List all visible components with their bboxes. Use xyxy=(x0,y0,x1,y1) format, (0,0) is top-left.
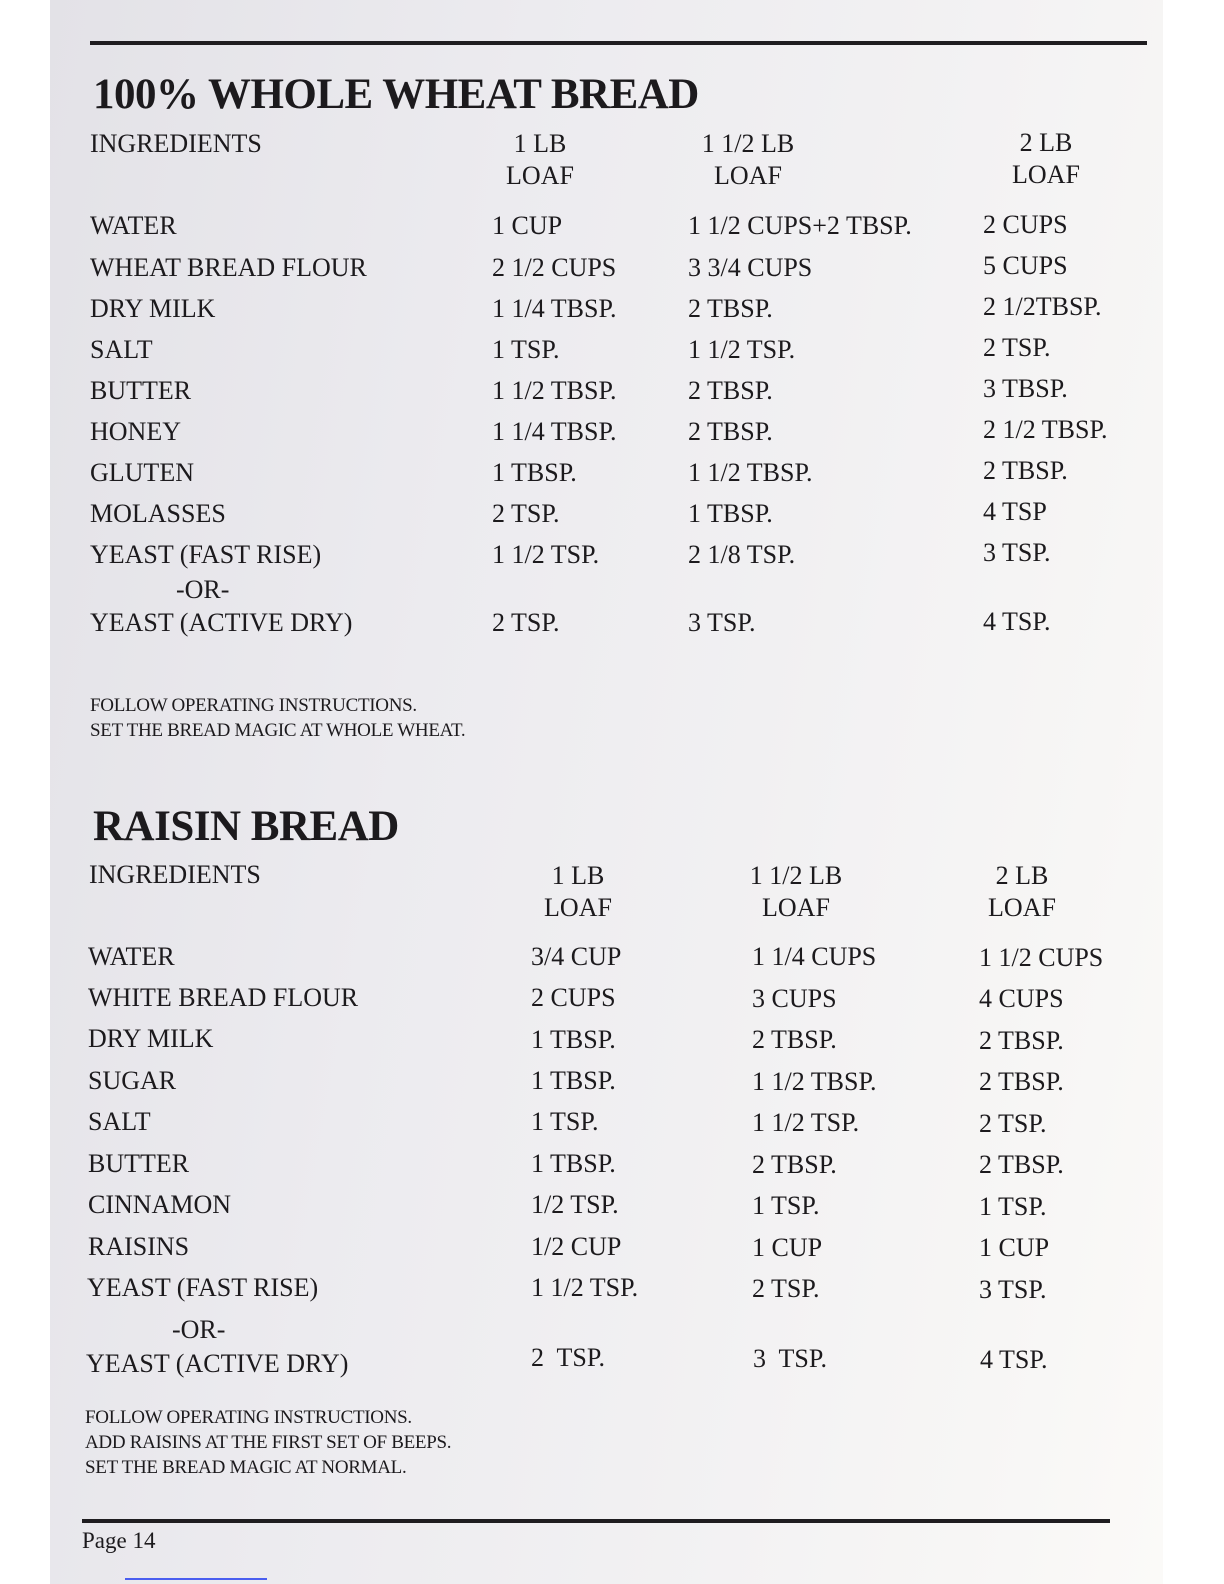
amount-2lb: 1 CUP xyxy=(979,1233,1050,1262)
amount-1lb: 1 1/4 TBSP. xyxy=(492,294,617,323)
amount-1-5lb: 3 TSP. xyxy=(688,608,756,637)
amount-1-5lb: 1 TSP. xyxy=(752,1191,820,1220)
amount-1-5lb: 3 TSP. xyxy=(753,1344,827,1373)
amount-2lb: 1 1/2 CUPS xyxy=(979,943,1104,972)
column-header-line1: 1 LB xyxy=(513,129,567,158)
amount-1lb: 2 CUPS xyxy=(531,983,616,1012)
top-rule xyxy=(90,41,1147,45)
amount-1lb: 2 1/2 CUPS xyxy=(492,253,617,282)
ingredients-header: INGREDIENTS xyxy=(90,129,262,158)
column-header-2lb xyxy=(972,860,1072,924)
column-header-2lb xyxy=(996,127,1096,191)
column-header-line1: 1 1/2 LB xyxy=(701,129,795,158)
recipe-title: RAISIN BREAD xyxy=(93,803,399,850)
ingredient-name: DRY MILK xyxy=(88,1024,214,1053)
amount-1lb: 1 1/2 TSP. xyxy=(492,540,600,569)
page-number: Page 14 xyxy=(82,1528,156,1553)
amount-2lb: 1 TSP. xyxy=(979,1192,1047,1221)
amount-1lb: 2 TSP. xyxy=(531,1343,605,1372)
ingredient-name: BUTTER xyxy=(88,1149,190,1178)
note-line: FOLLOW OPERATING INSTRUCTIONS. xyxy=(90,695,417,716)
column-header-line1: 2 LB xyxy=(1019,128,1073,157)
column-header-line1: 1 LB xyxy=(551,861,605,890)
ingredient-name: YEAST (ACTIVE DRY) xyxy=(86,1349,349,1378)
amount-1lb: 1/2 TSP. xyxy=(531,1190,619,1219)
instructions-note xyxy=(85,1405,451,1480)
amount-1-5lb: 2 1/8 TSP. xyxy=(688,540,796,569)
amount-1-5lb: 1 1/2 CUPS+2 TBSP. xyxy=(688,211,912,240)
ingredient-name: HONEY xyxy=(90,417,181,446)
column-header-1-5lb xyxy=(688,128,808,192)
ingredient-name: WATER xyxy=(88,942,175,971)
amount-1lb: 1 1/2 TBSP. xyxy=(492,376,617,405)
recipe-title: 100% WHOLE WHEAT BREAD xyxy=(93,71,699,118)
amount-1-5lb: 3 CUPS xyxy=(752,984,837,1013)
ingredient-name: SALT xyxy=(88,1107,151,1136)
or-separator: -OR- xyxy=(172,1315,226,1344)
instructions-note xyxy=(90,693,465,743)
amount-1-5lb: 1 1/4 CUPS xyxy=(752,942,877,971)
amount-2lb: 2 TBSP. xyxy=(983,456,1068,485)
ingredient-name: GLUTEN xyxy=(90,458,194,487)
amount-1lb: 1 TBSP. xyxy=(492,458,577,487)
amount-1lb: 1 TSP. xyxy=(531,1107,599,1136)
amount-2lb: 2 TBSP. xyxy=(979,1026,1064,1055)
amount-2lb: 3 TSP. xyxy=(979,1275,1047,1304)
ingredient-name: DRY MILK xyxy=(90,294,216,323)
amount-1-5lb: 2 TBSP. xyxy=(688,376,773,405)
amount-2lb: 3 TBSP. xyxy=(983,374,1068,403)
amount-1-5lb: 1 1/2 TBSP. xyxy=(752,1067,877,1096)
link-underline xyxy=(125,1578,267,1580)
amount-2lb: 5 CUPS xyxy=(983,251,1068,280)
amount-1-5lb: 1 CUP xyxy=(752,1233,823,1262)
amount-1lb: 1 1/4 TBSP. xyxy=(492,417,617,446)
column-header-line2: LOAF xyxy=(762,893,830,922)
amount-1-5lb: 1 1/2 TSP. xyxy=(688,335,796,364)
ingredient-name: BUTTER xyxy=(90,376,192,405)
column-header-1lb xyxy=(528,860,628,924)
column-header-line2: LOAF xyxy=(988,893,1056,922)
ingredient-name: SUGAR xyxy=(88,1066,177,1095)
ingredient-name: RAISINS xyxy=(88,1232,190,1261)
ingredient-name: YEAST (FAST RISE) xyxy=(87,1273,319,1302)
amount-1lb: 1 TBSP. xyxy=(531,1149,616,1178)
column-header-line2: LOAF xyxy=(506,161,574,190)
note-line: SET THE BREAD MAGIC AT NORMAL. xyxy=(85,1457,407,1478)
amount-2lb: 2 TBSP. xyxy=(979,1150,1064,1179)
amount-1lb: 1 CUP xyxy=(492,211,563,240)
amount-1lb: 3/4 CUP xyxy=(531,942,622,971)
amount-1-5lb: 2 TSP. xyxy=(752,1274,820,1303)
amount-1-5lb: 1 TBSP. xyxy=(688,499,773,528)
amount-1-5lb: 1 1/2 TBSP. xyxy=(688,458,813,487)
amount-1-5lb: 1 1/2 TSP. xyxy=(752,1108,860,1137)
ingredient-name: YEAST (FAST RISE) xyxy=(90,540,322,569)
amount-1-5lb: 2 TBSP. xyxy=(688,294,773,323)
amount-1lb: 1 TBSP. xyxy=(531,1066,616,1095)
column-header-line2: LOAF xyxy=(714,161,782,190)
amount-1lb: 1 TSP. xyxy=(492,335,560,364)
column-header-line1: 2 LB xyxy=(995,861,1049,890)
amount-2lb: 2 TBSP. xyxy=(979,1067,1064,1096)
column-header-line1: 1 1/2 LB xyxy=(749,861,843,890)
ingredient-name: SALT xyxy=(90,335,153,364)
amount-1lb: 2 TSP. xyxy=(492,608,560,637)
amount-2lb: 3 TSP. xyxy=(983,538,1051,567)
note-line: ADD RAISINS AT THE FIRST SET OF BEEPS. xyxy=(85,1432,452,1453)
ingredient-name: CINNAMON xyxy=(88,1190,231,1219)
amount-2lb: 4 TSP xyxy=(983,497,1047,526)
bottom-rule xyxy=(82,1519,1110,1523)
ingredients-header: INGREDIENTS xyxy=(89,860,261,889)
amount-2lb: 2 CUPS xyxy=(983,210,1068,239)
note-line: FOLLOW OPERATING INSTRUCTIONS. xyxy=(85,1407,412,1428)
amount-2lb: 4 TSP. xyxy=(980,1345,1048,1374)
amount-2lb: 4 CUPS xyxy=(979,984,1064,1013)
ingredient-name: YEAST (ACTIVE DRY) xyxy=(90,608,353,637)
amount-1lb: 2 TSP. xyxy=(492,499,560,528)
amount-2lb: 2 1/2 TBSP. xyxy=(983,415,1108,444)
amount-1-5lb: 3 3/4 CUPS xyxy=(688,253,813,282)
amount-1lb: 1 TBSP. xyxy=(531,1025,616,1054)
column-header-1-5lb xyxy=(736,860,856,924)
amount-1-5lb: 2 TBSP. xyxy=(752,1025,837,1054)
amount-2lb: 2 TSP. xyxy=(979,1109,1047,1138)
ingredient-name: WATER xyxy=(90,211,177,240)
column-header-line2: LOAF xyxy=(544,893,612,922)
amount-2lb: 2 TSP. xyxy=(983,333,1051,362)
or-separator: -OR- xyxy=(176,575,230,604)
amount-1-5lb: 2 TBSP. xyxy=(688,417,773,446)
amount-2lb: 4 TSP. xyxy=(983,607,1051,636)
ingredient-name: MOLASSES xyxy=(90,499,226,528)
amount-1-5lb: 2 TBSP. xyxy=(752,1150,837,1179)
column-header-1lb xyxy=(490,128,590,192)
amount-2lb: 2 1/2TBSP. xyxy=(983,292,1102,321)
column-header-line2: LOAF xyxy=(1012,160,1080,189)
ingredient-name: WHITE BREAD FLOUR xyxy=(88,983,359,1012)
amount-1lb: 1 1/2 TSP. xyxy=(531,1273,639,1302)
amount-1lb: 1/2 CUP xyxy=(531,1232,622,1261)
note-line: SET THE BREAD MAGIC AT WHOLE WHEAT. xyxy=(90,720,466,741)
ingredient-name: WHEAT BREAD FLOUR xyxy=(90,253,367,282)
